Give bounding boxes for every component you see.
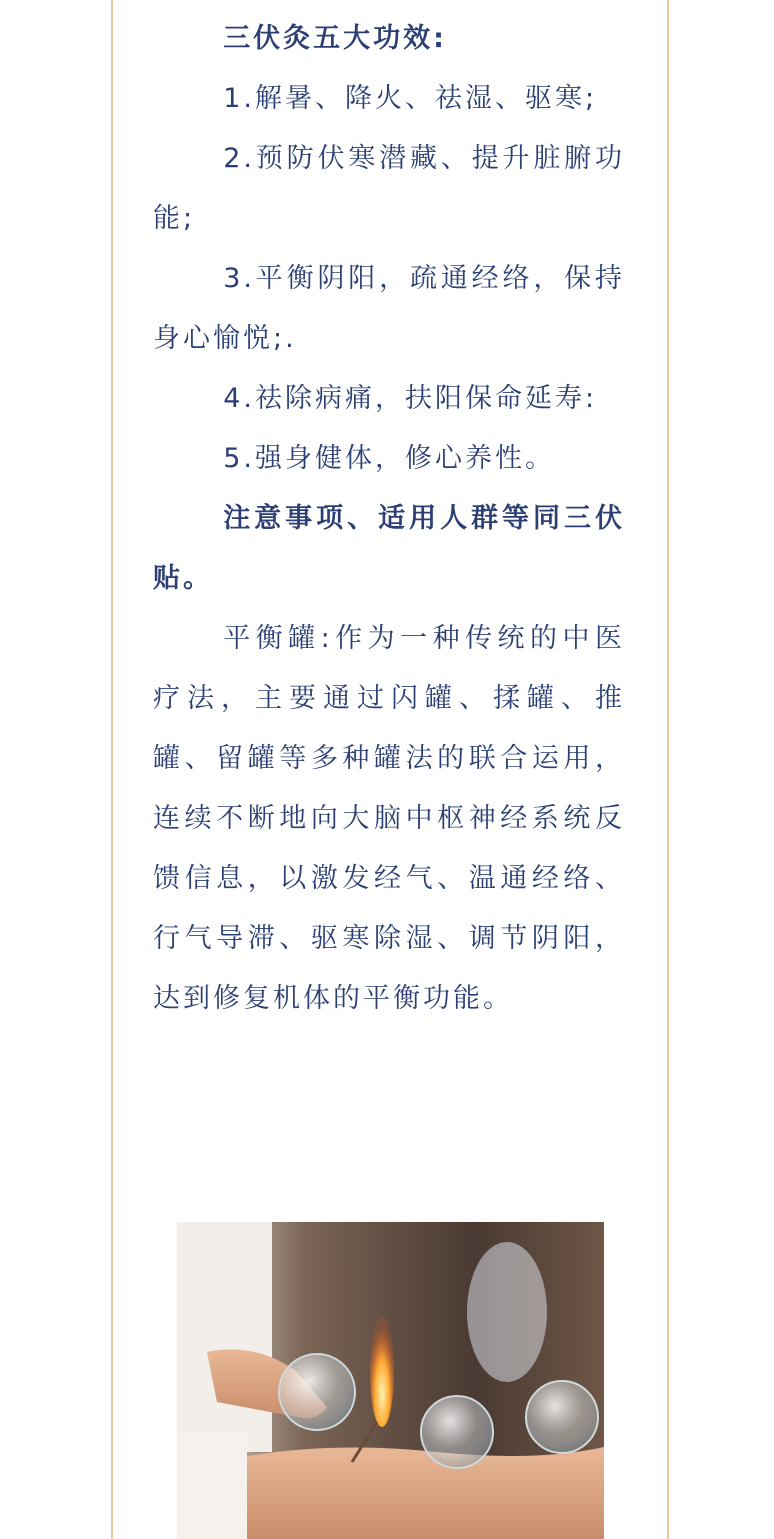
practitioner-coat <box>177 1222 272 1452</box>
vase <box>467 1242 547 1382</box>
article-body <box>153 9 625 1029</box>
right-border-line <box>667 0 669 1539</box>
left-border-line <box>111 0 113 1539</box>
benefit-item: 2.预防伏寒潜藏、提升脏腑功能; <box>153 143 625 234</box>
glass-cup <box>421 1396 493 1468</box>
towel <box>177 1432 247 1539</box>
benefit-item: 1.解暑、降火、祛湿、驱寒; <box>223 83 598 114</box>
cupping-photo <box>177 1222 604 1539</box>
flame <box>370 1317 394 1427</box>
glass-cup <box>526 1381 598 1453</box>
cupping-paragraph: 平衡罐:作为一种传统的中医疗法，主要通过闪罐、揉罐、推罐、留罐等多种罐法的联合运用，连续不断地向大脑中枢神经系统反馈信息，以激发经气、温通经络、行气导滞、驱寒除湿、调节阴阳，达到修复机体的平衡功能。 <box>153 623 625 1014</box>
benefits-heading: 三伏灸五大功效: <box>223 23 447 54</box>
notice-text: 注意事项、适用人群等同三伏贴。 <box>153 503 625 594</box>
cupping-illustration <box>177 1222 604 1539</box>
benefit-item: 5.强身健体，修心养性。 <box>223 443 555 474</box>
glass-cup-in-hand <box>279 1354 355 1430</box>
benefit-item: 4.祛除病痛，扶阳保命延寿: <box>223 383 598 414</box>
benefit-item: 3.平衡阴阳，疏通经络，保持身心愉悦;. <box>153 263 625 354</box>
